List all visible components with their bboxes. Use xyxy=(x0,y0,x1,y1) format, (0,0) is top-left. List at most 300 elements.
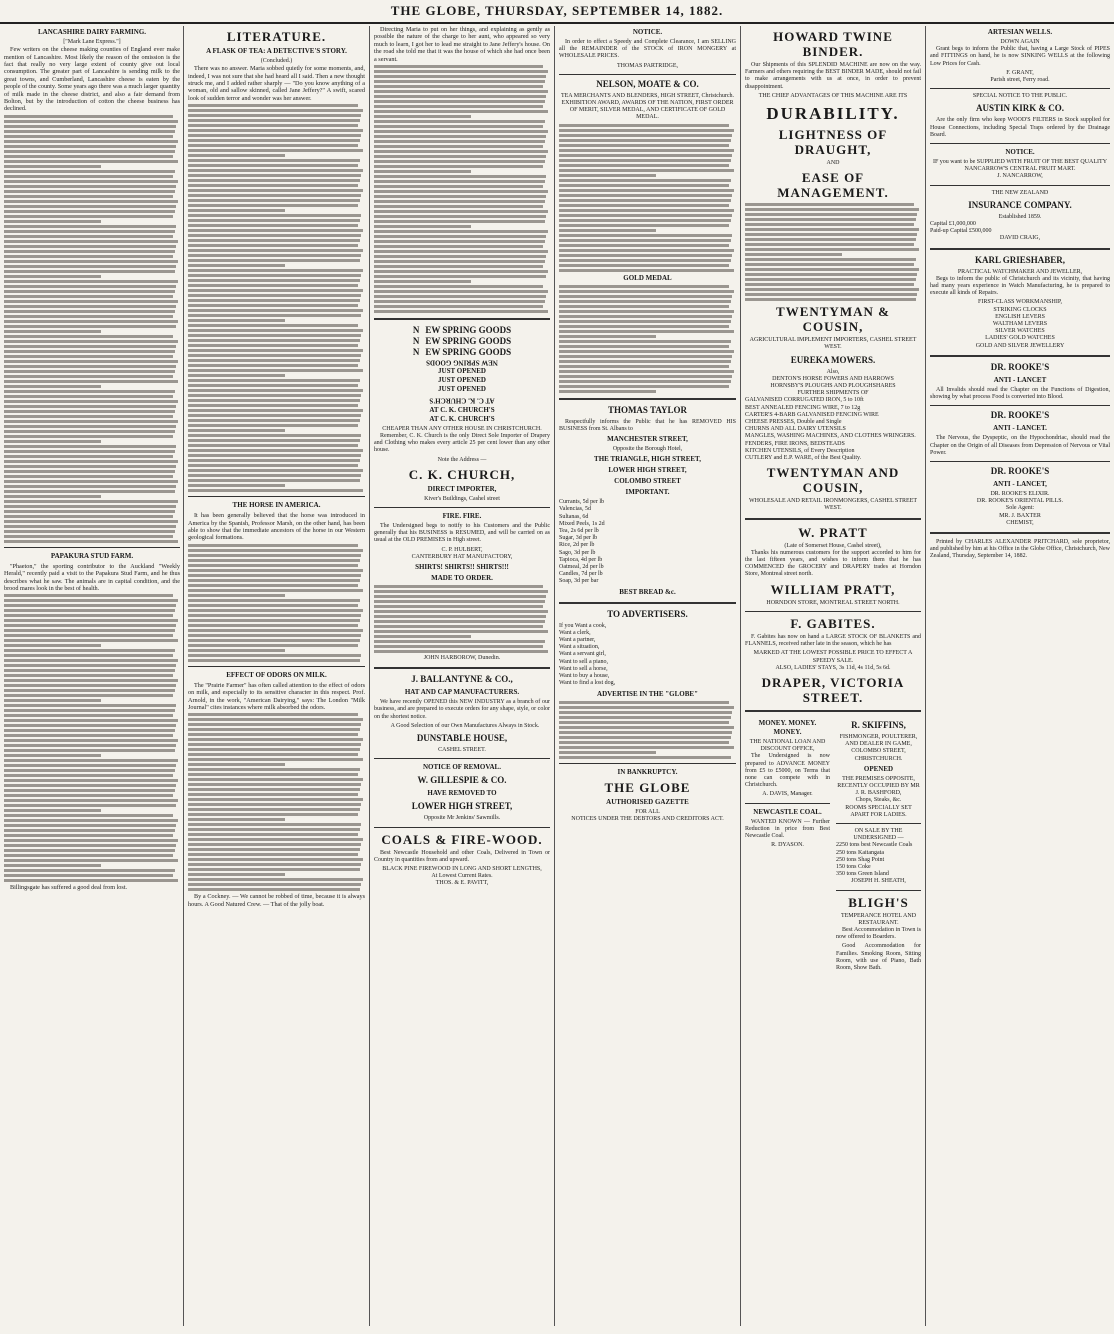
text-line-placeholder xyxy=(4,485,176,488)
ad-line: Capital £1,000,000 xyxy=(930,221,976,228)
text-line-placeholder xyxy=(188,868,360,871)
ad-address: Parish street, Ferry road. xyxy=(990,77,1050,84)
ad-address: COLOMBO STREET xyxy=(614,477,681,486)
text-line-placeholder xyxy=(559,365,729,368)
ad-firm: KARL GRIESHABER, xyxy=(974,254,1066,265)
text-line-placeholder xyxy=(188,624,358,627)
text-line-placeholder xyxy=(4,804,176,807)
text-line-placeholder xyxy=(188,589,363,592)
text-line-placeholder xyxy=(374,210,548,213)
text-line-placeholder xyxy=(4,265,176,268)
inverted-ornament: NEW SPRING GOODS xyxy=(426,358,498,367)
ad-firm-sub: WHOLESALE AND RETAIL IRONMONGERS, CASHEL STREET WEST. xyxy=(748,498,918,512)
ad-heading: NOTICE. xyxy=(632,28,663,36)
text-line-placeholder xyxy=(188,114,361,117)
text-line-placeholder xyxy=(4,789,175,792)
text-line-placeholder xyxy=(4,145,176,148)
text-line-placeholder xyxy=(745,243,914,246)
text-line-placeholder xyxy=(4,335,173,338)
text-line-placeholder xyxy=(188,349,363,352)
text-line-placeholder xyxy=(374,230,548,233)
ad-heading: SPECIAL NOTICE TO THE PUBLIC. xyxy=(972,93,1068,100)
text-line-placeholder xyxy=(374,110,548,113)
text-line-placeholder xyxy=(4,385,101,388)
text-line-placeholder xyxy=(374,150,548,153)
two-column-ads xyxy=(745,717,921,974)
ad-line: THE PREMISES OPPOSITE, RECENTLY OCCUPIED BY MR J. R. BASHFORD, xyxy=(837,775,920,797)
ad-line: At Lowest Current Rates. xyxy=(431,873,493,880)
ad-line: WALTHAM LEVERS xyxy=(992,321,1048,328)
text-line-placeholder xyxy=(188,758,363,761)
text-line-placeholder xyxy=(559,244,729,247)
text-line-placeholder xyxy=(188,134,361,137)
list-item: 350 tons Green Island xyxy=(836,871,889,878)
ad-heading: IMPORTANT. xyxy=(625,488,670,497)
text-line-placeholder xyxy=(4,125,176,128)
ad-line: SILVER WATCHES xyxy=(995,328,1045,335)
ad-firm: J. BALLANTYNE & CO., xyxy=(411,674,513,685)
ad-paragraph: The Undersigned is now prepared to ADVANCE MONEY from £5 to £5000, on Terms that none can compete with in Christchurch. xyxy=(745,753,830,789)
text-line-placeholder xyxy=(4,440,101,443)
article-heading: LANCASHIRE DAIRY FARMING. xyxy=(37,28,147,36)
text-line-placeholder xyxy=(559,239,731,242)
ad-signature: JOSEPH H. SHEATH, xyxy=(851,878,906,885)
text-line-placeholder xyxy=(4,380,178,383)
list-item: Want to sell a horse, xyxy=(559,665,608,672)
text-line-placeholder xyxy=(374,190,548,193)
text-line-placeholder xyxy=(188,449,363,452)
text-line-placeholder xyxy=(188,149,363,152)
list-item: Sugar, 3d per lb xyxy=(559,535,598,542)
ad-signature: CANTERBURY HAT MANUFACTORY, xyxy=(411,553,513,560)
text-line-placeholder xyxy=(188,659,360,662)
text-line-placeholder xyxy=(745,298,916,301)
text-line-placeholder xyxy=(4,515,173,518)
text-line-placeholder xyxy=(188,778,363,781)
article-source: ["Mark Lane Express."] xyxy=(63,39,121,45)
list-item: Want to find a lost dog, xyxy=(559,680,616,687)
text-line-placeholder xyxy=(4,285,176,288)
text-line-placeholder xyxy=(188,104,358,107)
new-spring-goods-ornament: N N N EW SPRING GOODS EW SPRING GOODS EW SPRING GOODS xyxy=(412,325,512,358)
ad-signature: R. DYASON. xyxy=(771,842,804,849)
text-line-placeholder xyxy=(4,520,178,523)
text-line-placeholder xyxy=(4,225,176,228)
text-line-placeholder xyxy=(374,305,543,308)
text-line-placeholder xyxy=(4,629,175,632)
text-line-placeholder xyxy=(374,125,543,128)
text-line-placeholder xyxy=(188,204,358,207)
text-line-placeholder xyxy=(374,120,545,123)
text-line-placeholder xyxy=(374,240,545,243)
text-line-placeholder xyxy=(4,654,173,657)
text-line-placeholder xyxy=(374,285,543,288)
text-line-placeholder xyxy=(4,295,173,298)
text-line-placeholder xyxy=(188,364,358,367)
text-line-placeholder xyxy=(4,759,178,762)
text-line-placeholder xyxy=(188,793,358,796)
text-line-placeholder xyxy=(4,734,173,737)
text-line-placeholder xyxy=(374,85,543,88)
ad-line: IF you want to be SUPPLIED WITH FRUIT OF THE BEST QUALITY xyxy=(932,159,1108,166)
ad-heading: NOTICE OF REMOVAL. xyxy=(423,763,501,772)
text-line-placeholder xyxy=(4,864,101,867)
text-line-placeholder xyxy=(4,749,175,752)
text-line-placeholder xyxy=(559,189,734,192)
ad-signature: THOMAS PARTRIDGE, xyxy=(616,62,679,69)
text-line-placeholder xyxy=(374,290,548,293)
text-line-placeholder xyxy=(188,594,285,597)
text-line-placeholder xyxy=(188,728,360,731)
ad-firm-sub: FISHMONGER, POULTERER, AND DEALER IN GAME, xyxy=(839,733,918,748)
text-line-placeholder xyxy=(188,454,361,457)
text-line-placeholder xyxy=(374,215,546,218)
text-line-placeholder xyxy=(188,314,361,317)
text-line-placeholder xyxy=(374,105,543,108)
article-paragraph: "Phaeton," the sporting contributor to the Auckland "Weekly Herald," recently paid a visit to the Papakura Stud Farm, and he thus describes what he saw. The animals are in capital condition, and the brood mares look in the best of health. xyxy=(4,562,180,593)
ad-line: CUTLERY and E.P. WARE, of the Best Quality. xyxy=(745,455,862,462)
column-rule xyxy=(183,26,184,1326)
text-line-placeholder xyxy=(188,738,363,741)
ornament-text: JUST OPENED JUST OPENED JUST OPENED xyxy=(438,367,486,394)
text-line-placeholder xyxy=(374,310,548,313)
ad-line: LADIES' GOLD WATCHES xyxy=(985,335,1055,342)
text-line-placeholder xyxy=(4,495,101,498)
text-line-placeholder xyxy=(559,204,729,207)
text-line-placeholder xyxy=(374,620,545,623)
advertiser-list xyxy=(559,623,736,688)
text-line-placeholder xyxy=(559,330,734,333)
text-line-placeholder xyxy=(374,100,545,103)
ad-signature: J. NANCARROW, xyxy=(997,173,1043,180)
ad-heading: COALS & FIRE-WOOD. xyxy=(381,831,543,847)
text-line-placeholder xyxy=(4,754,101,757)
text-line-placeholder xyxy=(745,248,919,251)
column-rule xyxy=(554,26,555,1326)
text-line-placeholder xyxy=(4,874,173,877)
article-paragraph: Few writers on the cheese making counties of England ever make mention of Lancashire. Most likely the reason of the omission is the fact that really no very large extent of county give out local consumption. The greater part of Lancashire is sending milk to the great towns, and Cumberland, Lancashire cheese is eaten by the people of the county. Some years ago there was a much larger quantity of milk made in the cheese district, and also a fair demand from Bolton, but by the introduction of cotton the cheese business has declined. xyxy=(4,46,180,113)
text-line-placeholder xyxy=(188,329,363,332)
text-line-placeholder xyxy=(188,409,363,412)
list-item: 2250 tons best Newcastle Coals xyxy=(836,842,913,849)
text-line-placeholder xyxy=(559,350,734,353)
ad-firm: TWENTYMAN & COUSIN, xyxy=(776,304,890,335)
text-line-placeholder xyxy=(4,769,175,772)
text-line-placeholder xyxy=(188,549,363,552)
sale-list xyxy=(836,842,921,878)
text-line-placeholder xyxy=(374,295,546,298)
text-line-placeholder xyxy=(559,139,731,142)
text-line-placeholder xyxy=(188,139,360,142)
ad-line: MANGLES, WASHING MACHINES, AND CLOTHES WRINGERS. xyxy=(745,433,916,440)
text-line-placeholder xyxy=(4,160,178,163)
ad-heading: ANTI - LANCET. xyxy=(993,424,1047,433)
text-line-placeholder xyxy=(559,295,732,298)
text-line-placeholder xyxy=(4,535,173,538)
ad-heading: NEWCASTLE COAL. xyxy=(753,807,822,816)
text-line-placeholder xyxy=(188,634,361,637)
ad-firm: NELSON, MOATE & CO. xyxy=(596,78,699,89)
text-line-placeholder xyxy=(4,290,175,293)
text-line-placeholder xyxy=(188,229,363,232)
text-line-placeholder xyxy=(559,310,734,313)
text-line-placeholder xyxy=(4,689,175,692)
text-line-placeholder xyxy=(188,269,363,272)
text-line-placeholder xyxy=(4,639,178,642)
text-line-placeholder xyxy=(188,159,360,162)
text-line-placeholder xyxy=(374,270,548,273)
text-line-placeholder xyxy=(4,395,173,398)
ad-paragraph: Are the only firm who keep WOOD'S FILTERS in Stock supplied for House Connections, including Special Traps ordered by the Drainage Board. xyxy=(930,117,1110,138)
ornament-text: AT C. K. CHURCH'S AT C. K. CHURCH'S xyxy=(429,405,495,423)
text-line-placeholder xyxy=(559,164,729,167)
ad-paragraph: F. Gabites has now on hand a LARGE STOCK OF BLANKETS and FLANNELS, received rather late in the season, which he has xyxy=(745,633,921,648)
list-item: Sultanas, 6d xyxy=(559,513,589,520)
article-body-filler xyxy=(374,585,550,653)
text-line-placeholder xyxy=(559,154,732,157)
ad-right xyxy=(836,717,921,974)
text-line-placeholder xyxy=(188,344,358,347)
text-line-placeholder xyxy=(745,283,914,286)
text-line-placeholder xyxy=(4,724,176,727)
story-paragraph: Directing Maria to put on her things, and explaining as gently as possible the nature of the charge to her aunt, who appeared so very much to learn, I got her to lead me straight to Jane Jeffery's house. On the road she told me that it was the house of which she had once been a servant. xyxy=(374,26,550,63)
text-line-placeholder xyxy=(188,768,360,771)
ad-heading: DURABILITY. xyxy=(766,104,900,124)
ad-line: AUTHORISED GAZETTE xyxy=(606,797,689,806)
text-line-placeholder xyxy=(4,679,178,682)
ad-address: Kiver's Buildings, Cashel street xyxy=(424,495,500,502)
text-line-placeholder xyxy=(188,644,358,647)
text-line-placeholder xyxy=(559,214,732,217)
article-body-filler xyxy=(188,104,365,492)
text-line-placeholder xyxy=(188,144,358,147)
text-line-placeholder xyxy=(4,345,176,348)
list-item: 250 tons Kaitangata xyxy=(836,849,884,856)
text-line-placeholder xyxy=(188,124,358,127)
text-line-placeholder xyxy=(4,130,175,133)
text-line-placeholder xyxy=(188,584,358,587)
ad-heading: SHIRTS! SHIRTS!! SHIRTS!!! xyxy=(415,563,509,572)
text-line-placeholder xyxy=(4,739,178,742)
ad-line: BLACK PINE FIREWOOD IN LONG AND SHORT LENGTHS, xyxy=(382,865,542,872)
separator-text: CHEAPER THAN ANY OTHER HOUSE IN CHRISTCHURCH. xyxy=(382,425,542,432)
text-line-placeholder xyxy=(745,223,914,226)
text-line-placeholder xyxy=(188,289,363,292)
text-line-placeholder xyxy=(188,569,363,572)
text-line-placeholder xyxy=(4,390,175,393)
text-line-placeholder xyxy=(559,360,731,363)
text-line-placeholder xyxy=(188,464,358,467)
text-line-placeholder xyxy=(188,733,358,736)
text-line-placeholder xyxy=(4,799,178,802)
ad-address: CASHEL STREET. xyxy=(438,747,486,754)
text-line-placeholder xyxy=(188,279,360,282)
text-line-placeholder xyxy=(374,115,471,118)
column-rule xyxy=(925,26,926,1326)
text-line-placeholder xyxy=(188,783,361,786)
list-item: Candles, 7d per lb xyxy=(559,571,603,578)
text-line-placeholder xyxy=(4,619,178,622)
ad-address: LOWER HIGH STREET, xyxy=(411,801,513,812)
text-line-placeholder xyxy=(188,294,361,297)
ad-firm: DRAPER, VICTORIA STREET. xyxy=(761,674,905,705)
text-line-placeholder xyxy=(4,779,178,782)
text-line-placeholder xyxy=(374,250,548,253)
ad-firm-sub: TEMPERANCE HOTEL AND RESTAURANT. xyxy=(840,912,917,926)
list-item: Currants, 5d per lb xyxy=(559,499,604,506)
text-line-placeholder xyxy=(188,888,360,891)
ad-line: FOR ALL xyxy=(635,808,660,815)
text-line-placeholder xyxy=(188,239,360,242)
ad-paragraph: In order to effect a Speedy and Complete Clearance, I am SELLING all the REMAINDER of the STOCK of IRON MONGERY at WHOLESALE PRICES. xyxy=(559,39,736,60)
ad-signature: C. P. HULBERT, xyxy=(441,546,483,553)
text-line-placeholder xyxy=(374,265,543,268)
text-line-placeholder xyxy=(559,269,734,272)
text-line-placeholder xyxy=(374,650,548,653)
list-item: Valencias, 5d xyxy=(559,506,591,513)
text-line-placeholder xyxy=(188,259,360,262)
ad-firm: WILLIAM PRATT, xyxy=(770,581,896,597)
text-line-placeholder xyxy=(374,140,545,143)
ad-firm-sub: PRACTICAL WATCHMAKER AND JEWELLER, xyxy=(957,268,1083,275)
text-line-placeholder xyxy=(188,389,363,392)
text-line-placeholder xyxy=(188,459,360,462)
ad-line: AND xyxy=(826,160,840,167)
ad-line: CHEESE PRESSES, Double and Single xyxy=(745,419,842,426)
text-line-placeholder xyxy=(4,774,173,777)
text-line-placeholder xyxy=(4,614,173,617)
text-line-placeholder xyxy=(4,594,173,597)
text-line-placeholder xyxy=(4,165,101,168)
ad-firm: THOMAS TAYLOR xyxy=(607,404,688,415)
text-line-placeholder xyxy=(559,124,729,127)
text-line-placeholder xyxy=(374,600,545,603)
text-line-placeholder xyxy=(559,184,729,187)
text-line-placeholder xyxy=(374,175,546,178)
article-body-filler xyxy=(559,285,736,393)
text-line-placeholder xyxy=(559,726,734,729)
text-line-placeholder xyxy=(559,169,734,172)
ad-line: MARKED AT THE LOWEST POSSIBLE PRICE TO EFFECT A SPEEDY SALE. xyxy=(753,650,913,664)
text-line-placeholder xyxy=(4,430,175,433)
text-line-placeholder xyxy=(374,180,545,183)
text-line-placeholder xyxy=(559,305,729,308)
article-body-filler xyxy=(4,594,180,882)
text-line-placeholder xyxy=(4,240,178,243)
text-line-placeholder xyxy=(4,215,173,218)
text-line-placeholder xyxy=(559,345,729,348)
text-line-placeholder xyxy=(4,599,178,602)
text-line-placeholder xyxy=(4,719,178,722)
text-line-placeholder xyxy=(745,253,842,256)
text-line-placeholder xyxy=(559,229,656,232)
text-line-placeholder xyxy=(559,285,729,288)
list-item: If you Want a cook, xyxy=(559,622,607,629)
text-line-placeholder xyxy=(4,115,173,118)
ad-address: LOWER HIGH STREET, xyxy=(608,466,687,475)
text-line-placeholder xyxy=(374,135,546,138)
text-line-placeholder xyxy=(374,640,545,643)
list-item: Tea, 2s 6d per lb xyxy=(559,528,599,535)
ad-heading: FIRE. FIRE. xyxy=(442,512,482,521)
text-line-placeholder xyxy=(188,579,360,582)
text-line-placeholder xyxy=(559,209,734,212)
text-line-placeholder xyxy=(188,424,358,427)
text-line-placeholder xyxy=(188,179,360,182)
column-2 xyxy=(188,26,365,1326)
ad-heading: EUREKA MOWERS. xyxy=(790,354,876,365)
text-line-placeholder xyxy=(188,174,361,177)
section-heading: LITERATURE. xyxy=(226,29,327,44)
ad-firm-sub: DIRECT IMPORTER, xyxy=(427,484,497,493)
text-line-placeholder xyxy=(745,258,916,261)
ad-firm: C. K. CHURCH, xyxy=(408,466,516,482)
ad-paragraph: WANTED KNOWN — Further Reduction in price from Best Newcastle Coal. xyxy=(745,818,830,839)
text-line-placeholder xyxy=(188,614,361,617)
text-line-placeholder xyxy=(745,213,917,216)
text-line-placeholder xyxy=(559,751,656,754)
ad-line: DENTON'S HORSE FOWERS AND HARROWS xyxy=(772,375,894,382)
text-line-placeholder xyxy=(4,839,178,842)
text-line-placeholder xyxy=(188,743,361,746)
article-body-filler xyxy=(559,124,736,272)
text-line-placeholder xyxy=(745,228,919,231)
text-line-placeholder xyxy=(4,185,176,188)
article-body-filler xyxy=(188,544,365,662)
ad-line: BEST BREAD &c. xyxy=(619,587,676,596)
ad-line: DR. ROOKE'S ORIENTAL PILLS. xyxy=(976,498,1064,505)
list-item: Sago, 3d per lb xyxy=(559,549,596,556)
ad-firm-sub: HAVE REMOVED TO xyxy=(427,789,497,798)
text-line-placeholder xyxy=(559,179,731,182)
text-line-placeholder xyxy=(4,280,178,283)
article-heading: PAPAKURA STUD FARM. xyxy=(50,551,134,560)
text-line-placeholder xyxy=(188,189,363,192)
ad-line: DR. ROOKE'S ELIXIR. xyxy=(990,490,1050,497)
ad-line: THE CHIEF ADVANTAGES OF THIS MACHINE ARE ITS xyxy=(758,92,908,99)
text-line-placeholder xyxy=(374,300,545,303)
text-line-placeholder xyxy=(4,275,101,278)
text-line-placeholder xyxy=(374,615,546,618)
text-line-placeholder xyxy=(188,878,363,881)
article-heading: THE HORSE IN AMERICA. xyxy=(232,501,321,510)
text-line-placeholder xyxy=(4,824,176,827)
article-body-filler xyxy=(374,65,550,313)
ad-paragraph: Best Accommodation in Town is now offered to Boarders. xyxy=(836,926,921,941)
column-3 xyxy=(374,26,550,1326)
list-item: Want a servant girl, xyxy=(559,651,606,658)
article-body-filler xyxy=(745,203,921,301)
ad-firm-sub: AGRICULTURAL IMPLEMENT IMPORTERS, CASHEL STREET WEST. xyxy=(749,337,917,351)
text-line-placeholder xyxy=(4,604,176,607)
text-line-placeholder xyxy=(559,134,732,137)
ad-paragraph: We have recently OPENED this NEW INDUSTRY as a branch of our business, and are prepared to execute orders for any shape, style, or color on the shortest notice. xyxy=(374,699,550,720)
text-line-placeholder xyxy=(188,214,361,217)
text-line-placeholder xyxy=(4,150,175,153)
text-line-placeholder xyxy=(745,218,916,221)
text-line-placeholder xyxy=(559,325,729,328)
text-line-placeholder xyxy=(374,170,471,173)
text-line-placeholder xyxy=(188,444,358,447)
article-body-filler xyxy=(4,115,180,543)
ad-signature: A. DAVIS, Manager. xyxy=(762,791,813,798)
text-line-placeholder xyxy=(188,324,358,327)
list-item: Tapioca, 4d per lb xyxy=(559,556,603,563)
text-line-placeholder xyxy=(4,205,176,208)
ad-firm: BLIGH'S xyxy=(848,894,909,910)
ad-heading: MADE TO ORDER. xyxy=(431,574,493,583)
ad-firm: TWENTYMAN AND COUSIN, xyxy=(766,465,900,496)
